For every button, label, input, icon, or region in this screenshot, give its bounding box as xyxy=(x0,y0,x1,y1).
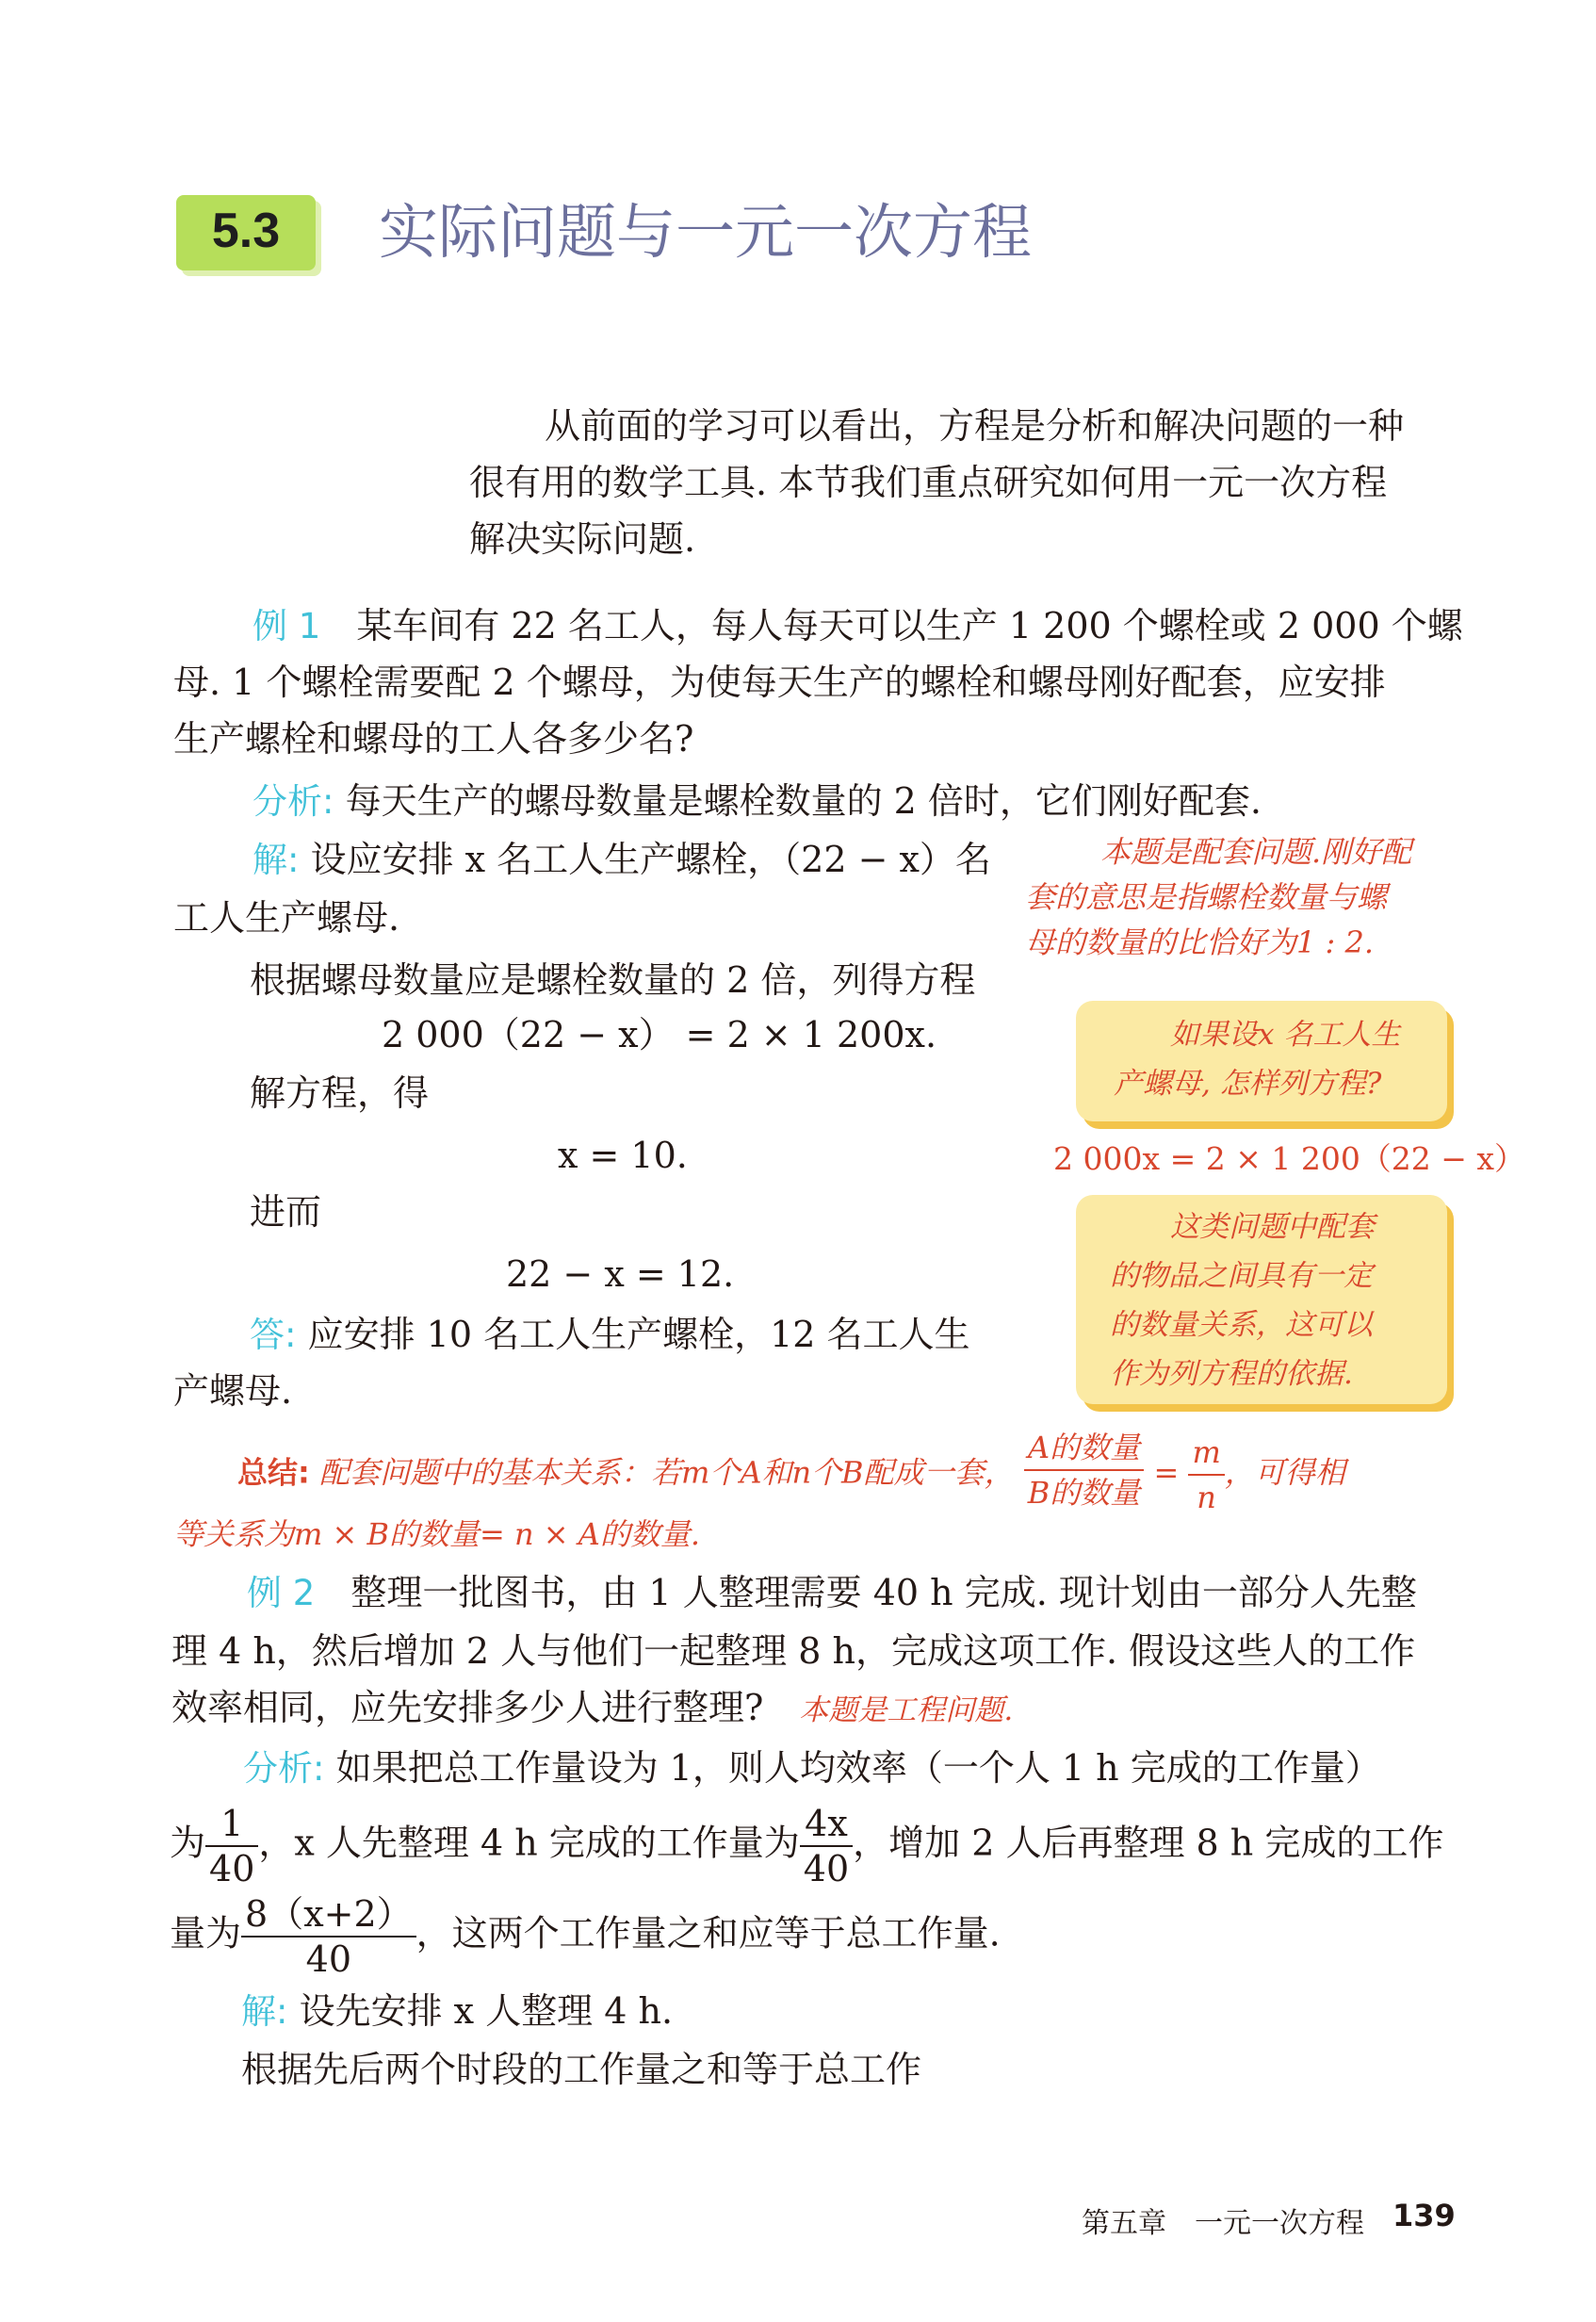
example2-analysis-line-3: 量为 $\frac{8(x+2)}{40}$ ，这两个工作量之和应等于总工作量. xyxy=(170,1893,1001,1980)
answer-label: 答: xyxy=(250,1315,297,1355)
example1-equation: 2 000（22 − x） = 2 × 1 200x. xyxy=(382,1014,937,1055)
summary-line-1: 总结: 配套问题中的基本关系：若m个A和n个B配成一套， $\frac{\text{A的数量}}{\text{B的数量}}$ = $\frac{m}{n}$ ，可得相 xyxy=(237,1431,1345,1519)
margin-note-1-answer: 2 000x = 2 × 1 200（22 − x） xyxy=(1053,1140,1526,1177)
solution-label: 解: xyxy=(252,840,300,880)
fraction-1-40: $\frac{1}{40}$ xyxy=(205,1802,258,1890)
example1-answer: 答: 应安排 10 名工人生产螺栓，12 名工人生 xyxy=(250,1314,970,1355)
margin-note-2-line-4: 作为列方程的依据. xyxy=(1110,1357,1353,1391)
example2-solution: 解: 设先安排 x 人整理 4 h. xyxy=(241,1990,674,2032)
annotation-line-3: 母的数量的比恰好为1 : 2. xyxy=(1025,924,1375,960)
example1-line-2: 母. 1 个螺栓需要配 2 个螺母，为使每天生产的螺栓和螺母刚好配套，应安排 xyxy=(173,662,1386,703)
summary-fraction: $\frac{\text{A的数量}}{\text{B的数量}}$ xyxy=(1024,1426,1145,1514)
example2-solution-label: 解: xyxy=(241,1991,288,2032)
intro-line-1: 从前面的学习可以看出，方程是分析和解决问题的一种 xyxy=(545,405,1405,447)
fraction-4x-40: $\frac{4x}{40}$ xyxy=(800,1802,853,1890)
section-title: 实际问题与一元一次方程 xyxy=(379,198,1032,267)
example2-basis: 根据先后两个时段的工作量之和等于总工作 xyxy=(241,2049,922,2090)
example1-solve: 解方程，得 xyxy=(250,1072,430,1114)
annotation-line-2: 套的意思是指螺栓数量与螺 xyxy=(1025,879,1388,915)
annotation-line-1: 本题是配套问题.刚好配 xyxy=(1100,834,1412,870)
example1-solution-line-2: 工人生产螺母. xyxy=(173,897,400,939)
example2-analysis-line-2: 为 $\frac{1}{40}$ ，x 人先整理 4 h 完成的工作量为 $\frac{4x}{40}$ ，增加 2 人后再整理 8 h 完成的工作 xyxy=(170,1803,1444,1889)
summary-fraction-mn: $\frac{m}{n}$ xyxy=(1188,1431,1224,1519)
summary-label: 总结: xyxy=(237,1454,310,1491)
example1-result-2: 22 − x = 12. xyxy=(506,1253,735,1295)
fraction-8x2-40: $\frac{8(x+2)}{40}$ xyxy=(241,1892,416,1981)
example2-line-2: 理 4 h，然后增加 2 人与他们一起整理 8 h，完成这项工作. 假设这些人的工作 xyxy=(171,1630,1416,1672)
footer-chapter: 第五章 一元一次方程 xyxy=(1082,2207,1364,2240)
intro-line-2: 很有用的数学工具. 本节我们重点研究如何用一元一次方程 xyxy=(469,462,1388,503)
example2-analysis: 分析: 如果把总工作量设为 1，则人均效率（一个人 1 h 完成的工作量） xyxy=(243,1747,1381,1789)
margin-note-1 xyxy=(1076,1001,1447,1121)
margin-note-2-line-2: 的物品之间具有一定 xyxy=(1110,1259,1373,1293)
section-number-badge xyxy=(176,195,316,270)
example2-line-1: 例 2 整理一批图书，由 1 人整理需要 40 h 完成. 现计划由一部分人先整 xyxy=(247,1572,1417,1613)
example1-analysis: 分析: 每天生产的螺母数量是螺栓数量的 2 倍时，它们刚好配套. xyxy=(252,780,1262,822)
example1-line-3: 生产螺栓和螺母的工人各多少名? xyxy=(173,718,694,760)
margin-note-2-line-3: 的数量关系，这可以 xyxy=(1110,1308,1373,1342)
section-number: 5.3 xyxy=(211,204,281,258)
example2-label: 例 2 xyxy=(247,1573,316,1613)
example1-solution: 解: 设应安排 x 名工人生产螺栓，（22 − x）名 xyxy=(252,839,991,880)
analysis-label: 分析: xyxy=(252,781,334,822)
margin-note-1-line-1: 如果设x 名工人生 xyxy=(1170,1018,1401,1052)
intro-line-3: 解决实际问题. xyxy=(469,518,696,560)
summary-line-2: 等关系为m × B的数量= n × A的数量. xyxy=(173,1516,701,1552)
example2-analysis-label: 分析: xyxy=(243,1748,325,1789)
example1-answer-line-2: 产螺母. xyxy=(173,1370,293,1412)
example1-then: 进而 xyxy=(250,1191,322,1233)
example2-line-3: 效率相同，应先安排多少人进行整理? 本题是工程问题. xyxy=(171,1687,1014,1728)
example2-annotation: 本题是工程问题. xyxy=(799,1693,1014,1727)
margin-note-2 xyxy=(1076,1195,1447,1404)
example1-label: 例 1 xyxy=(252,606,321,646)
margin-note-2-line-1: 这类问题中配套 xyxy=(1170,1210,1375,1244)
example1-basis: 根据螺母数量应是螺栓数量的 2 倍，列得方程 xyxy=(250,959,976,1001)
example1-result: x = 10. xyxy=(558,1135,688,1176)
example1-line-1: 例 1 某车间有 22 名工人，每人每天可以生产 1 200 个螺栓或 2 000 个螺 xyxy=(252,605,1463,646)
page-number: 139 xyxy=(1392,2198,1456,2233)
margin-note-1-line-2: 产螺母, 怎样列方程? xyxy=(1114,1067,1382,1101)
